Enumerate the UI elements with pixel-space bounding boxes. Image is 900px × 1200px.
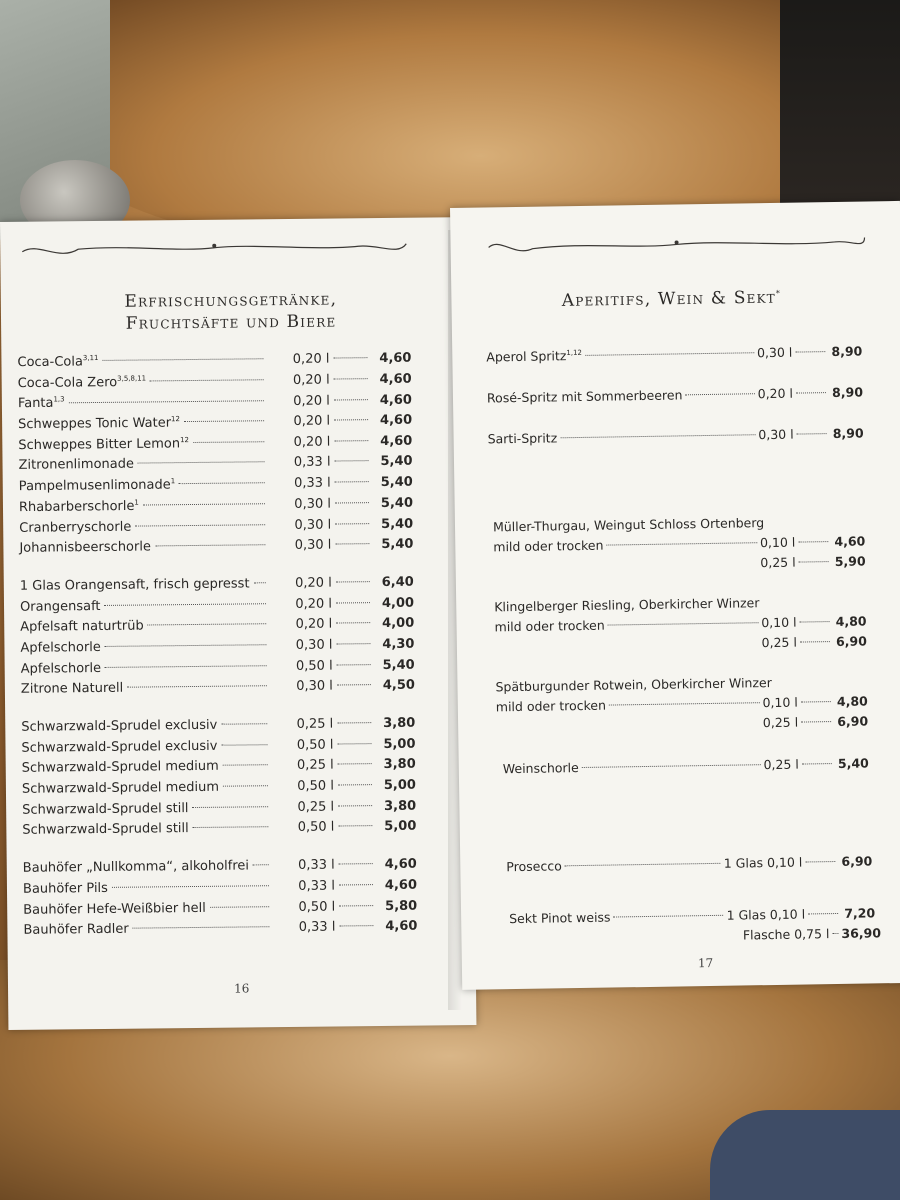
dot-leader [338, 826, 372, 827]
item-price: 6,40 [381, 574, 414, 590]
item-name: Coca-Cola [17, 354, 84, 371]
menu-item-row [23, 919, 417, 944]
wine-title: Klingelberger Riesling, Oberkircher Winzer [494, 595, 760, 615]
item-quantity: 0,30 l [294, 537, 332, 554]
item-name-wrap [20, 640, 101, 656]
item-allergen-footnote: 1 [170, 477, 176, 486]
item-name-wrap [18, 396, 65, 412]
item-name: Rosé-Spritz mit Sommerbeeren [486, 387, 683, 406]
item-name-wrap [21, 738, 217, 755]
dot-leader [148, 623, 267, 625]
dot-leader [103, 359, 264, 362]
dot-leader [138, 462, 265, 464]
item-price: 4,00 [381, 595, 415, 611]
dot-leader [338, 764, 372, 765]
item-name: Bauhöfer Radler [23, 921, 129, 938]
dot-leader [334, 440, 368, 441]
dot-leader [210, 906, 269, 908]
dot-leader [337, 684, 371, 685]
dot-leader [585, 352, 754, 356]
menu-page-right [450, 201, 900, 990]
spritz-item-row [487, 385, 864, 432]
item-price: 4,60 [379, 351, 412, 367]
dot-leader [105, 665, 267, 668]
item-quantity: 0,20 l [295, 575, 332, 591]
item-price: 4,60 [379, 413, 413, 429]
dot-leader [193, 827, 269, 829]
dot-leader [133, 926, 270, 928]
item-quantity: 0,20 l [295, 616, 333, 633]
wine-item [493, 514, 866, 580]
dot-leader [582, 764, 761, 768]
dot-leader [801, 721, 831, 722]
left-menu-list [17, 351, 417, 944]
item-price: 4,60 [385, 918, 418, 935]
item-price: 3,80 [383, 715, 416, 732]
item-quantity: 0,50 l [296, 737, 334, 753]
item-name-wrap [18, 436, 189, 453]
background-clothing [710, 1110, 900, 1200]
background-dark-area [780, 0, 900, 210]
item-price: 4,60 [380, 433, 413, 450]
item-quantity: 0,25 l [297, 799, 335, 815]
dot-leader [253, 864, 269, 865]
dot-leader [800, 621, 830, 622]
item-quantity: 0,33 l [293, 476, 331, 492]
dot-leader [254, 582, 266, 583]
item-name: Schwarzwald-Sprudel still [22, 821, 189, 839]
item-name-wrap [21, 681, 123, 697]
wine-style: mild oder trocken [495, 697, 607, 715]
item-quantity: 0,20 l [293, 413, 331, 430]
dot-leader [336, 602, 370, 603]
item-quantity: 0,20 l [293, 434, 331, 451]
item-quantity: Flasche 0,75 l [742, 926, 830, 943]
item-price: 5,40 [380, 454, 413, 470]
weinschorle-item [503, 755, 869, 781]
item-quantity: 0,30 l [294, 517, 332, 533]
item-quantity: 0,20 l [292, 351, 330, 368]
item-name-wrap [488, 430, 558, 446]
item-name: Schwarzwald-Sprudel exclusiv [21, 738, 218, 756]
page-number-left: 16 [233, 981, 250, 996]
item-price: 4,60 [384, 856, 417, 873]
dot-leader [802, 763, 832, 764]
item-quantity: 0,25 l [296, 716, 334, 732]
item-name-wrap [17, 354, 98, 370]
item-quantity: 0,50 l [298, 899, 336, 915]
item-name: Johannisbeerschorle [19, 539, 152, 557]
dot-leader [104, 603, 266, 606]
item-price: 8,90 [831, 343, 863, 360]
dot-leader [334, 420, 368, 421]
item-price: 5,40 [382, 657, 415, 673]
dot-leader [339, 884, 373, 885]
item-allergen-footnote: 3,5,8,11 [117, 374, 147, 383]
dot-leader [560, 434, 755, 438]
wine-style: mild oder trocken [494, 617, 605, 635]
item-allergen-footnote: 1,3 [53, 395, 65, 404]
item-price: 4,60 [384, 877, 418, 893]
item-quantity: 0,30 l [294, 496, 332, 513]
heading-line-1: Erfrischungsgetränke, [124, 289, 338, 312]
sekt-item [509, 905, 882, 951]
item-name: Apfelsaft naturtrüb [20, 618, 144, 636]
item-quantity: 0,10 l [759, 534, 796, 551]
wine-item [495, 674, 868, 740]
item-quantity: 0,20 l [757, 385, 794, 402]
dot-leader [135, 524, 265, 526]
item-price: 8,90 [832, 425, 864, 442]
item-quantity: 1 Glas 0,10 l [726, 906, 806, 923]
item-quantity: 0,30 l [296, 678, 333, 695]
item-name-wrap [20, 619, 144, 635]
item-quantity: 0,30 l [758, 426, 794, 443]
item-name: Sarti-Spritz [487, 430, 558, 447]
item-name: Schwarzwald-Sprudel medium [21, 779, 220, 797]
dot-leader [800, 641, 830, 642]
item-price: 3,80 [383, 798, 417, 814]
prosecco-item [506, 853, 872, 879]
dot-leader [565, 863, 721, 866]
item-quantity: 0,25 l [763, 756, 799, 773]
item-name: Bauhöfer Hefe-Weißbier hell [23, 900, 206, 918]
item-price: 6,90 [841, 853, 873, 869]
item-name-wrap [22, 801, 189, 818]
spritz-item-row [488, 426, 865, 473]
item-name: Pampelmusenlimonade [18, 477, 171, 495]
item-price: 5,40 [837, 755, 869, 771]
dot-leader [112, 885, 269, 888]
item-allergen-footnote: 12 [170, 415, 180, 424]
dot-leader [193, 441, 264, 443]
item-price: 5,40 [381, 516, 414, 532]
item-price: 36,90 [841, 925, 882, 941]
dot-leader [335, 482, 369, 483]
item-quantity: 1 Glas 0,10 l [723, 854, 803, 871]
item-allergen-footnote: 12 [179, 435, 190, 444]
wine-title: Spätburgunder Rotwein, Oberkircher Winzer [495, 675, 772, 695]
dot-leader [801, 701, 831, 702]
item-name: Aperol Spritz [486, 348, 567, 365]
dot-leader [338, 784, 372, 785]
dot-leader [179, 483, 265, 485]
item-price: 5,80 [385, 898, 418, 914]
dot-leader [155, 544, 265, 546]
item-name: Schweppes Bitter Lemon [18, 436, 181, 453]
item-name-wrap [18, 457, 134, 473]
item-name: Zitrone Naturell [20, 681, 124, 698]
item-quantity: 0,30 l [295, 637, 333, 653]
dot-leader [223, 785, 268, 786]
item-price: 8,90 [831, 384, 864, 401]
dot-leader [338, 805, 372, 806]
dot-leader [832, 933, 838, 934]
dot-leader [335, 523, 369, 524]
dot-leader [799, 561, 829, 562]
item-quantity: 0,50 l [297, 819, 335, 836]
item-price: 5,40 [380, 475, 413, 491]
item-quantity: 0,20 l [293, 393, 330, 409]
wine-list [493, 514, 869, 760]
item-quantity: 0,25 l [296, 757, 334, 774]
item-name-wrap [21, 718, 217, 735]
page-number-right: 17 [697, 955, 714, 971]
item-price: 4,30 [382, 636, 415, 652]
item-name-wrap [23, 859, 249, 876]
dot-leader [336, 643, 370, 644]
wine-item [494, 594, 867, 660]
spritz-item-row [486, 344, 863, 391]
left-page-heading [61, 288, 401, 336]
ornament-flourish-right [484, 231, 868, 257]
item-name-wrap [20, 599, 101, 615]
dot-leader [184, 421, 264, 423]
item-name: Sekt Pinot weiss [509, 909, 611, 927]
item-price: 5,40 [381, 536, 414, 553]
item-name: Rhabarberschorle [18, 498, 135, 515]
dot-leader [69, 400, 264, 403]
item-name-wrap [487, 387, 683, 405]
item-name-wrap [19, 519, 131, 535]
item-quantity: 0,25 l [761, 634, 797, 651]
item-name-wrap [19, 498, 139, 515]
heading-line-2: Fruchtsäfte und Biere [125, 311, 337, 334]
item-name: 1 Glas Orangensaft, frisch gepresst [19, 576, 250, 594]
item-quantity: 0,33 l [293, 454, 331, 471]
item-name: Coca-Cola Zero [17, 374, 118, 391]
item-price: 4,60 [379, 371, 412, 388]
item-quantity: 0,20 l [295, 596, 333, 612]
item-name-wrap [23, 922, 128, 938]
dot-leader [805, 861, 835, 862]
dot-leader [606, 542, 757, 545]
dot-leader [609, 702, 760, 705]
dot-leader [337, 743, 371, 744]
item-name: Bauhöfer Pils [22, 880, 108, 897]
item-name-wrap [23, 900, 206, 917]
dot-leader [808, 913, 838, 914]
dot-leader [335, 502, 369, 503]
item-price: 6,90 [837, 713, 869, 729]
item-price: 4,80 [836, 693, 868, 709]
item-price: 5,00 [383, 736, 416, 752]
dot-leader [335, 461, 369, 462]
item-name: Schwarzwald-Sprudel still [22, 800, 189, 818]
item-name-wrap [21, 661, 102, 677]
dot-leader [335, 543, 369, 544]
dot-leader [339, 925, 373, 926]
dot-leader [685, 393, 754, 395]
item-name-wrap [22, 780, 219, 797]
dot-leader [796, 392, 826, 393]
item-quantity: 0,50 l [295, 658, 333, 674]
dot-leader [337, 664, 371, 665]
dot-leader [333, 357, 367, 358]
item-name: Cranberryschorle [19, 519, 132, 536]
item-name-wrap [18, 374, 147, 391]
item-quantity: 0,33 l [297, 857, 335, 874]
dot-leader [798, 541, 828, 542]
dot-leader [334, 378, 368, 379]
dot-leader [143, 503, 265, 505]
dot-leader [337, 722, 371, 723]
item-name-wrap [486, 348, 582, 365]
item-name: Schwarzwald-Sprudel medium [21, 759, 219, 777]
item-quantity: 0,10 l [762, 694, 798, 711]
item-name-wrap [19, 477, 176, 494]
item-price: 4,00 [382, 615, 415, 632]
item-price: 4,60 [379, 392, 412, 408]
dot-leader [105, 644, 267, 647]
item-price: 6,90 [835, 633, 867, 649]
dot-leader [336, 622, 370, 623]
item-quantity: 0,20 l [292, 372, 330, 388]
item-name-wrap [18, 415, 180, 432]
item-name-wrap [19, 540, 151, 556]
item-name: Zitronenlimonade [18, 457, 135, 474]
dot-leader [223, 765, 268, 766]
dot-leader [608, 622, 759, 625]
item-name: Apfelschorle [20, 660, 102, 677]
item-name: Weinschorle [502, 760, 579, 777]
item-name: Schwarzwald-Sprudel exclusiv [21, 717, 218, 735]
item-quantity: 0,50 l [297, 778, 335, 794]
item-name: Fanta [17, 396, 54, 412]
item-name-wrap [22, 759, 219, 776]
item-price: 5,00 [383, 777, 416, 794]
spritz-list [486, 344, 864, 473]
item-name: Bauhöfer „Nullkomma“, alkoholfrei [22, 858, 250, 876]
item-quantity: 0,33 l [298, 878, 336, 894]
item-quantity: 0,25 l [760, 554, 796, 571]
item-name-wrap [22, 821, 189, 838]
wine-style: mild oder trocken [493, 537, 604, 555]
ornament-flourish-left [18, 236, 410, 260]
item-name: Apfelschorle [20, 639, 101, 656]
item-allergen-footnote: 1,12 [566, 348, 583, 358]
item-name: Schweppes Tonic Water [18, 415, 172, 433]
heading-footnote-mark: * [775, 288, 782, 298]
dot-leader [192, 806, 268, 808]
dot-leader [795, 351, 825, 352]
item-quantity: 0,30 l [756, 344, 793, 361]
heading-text: Aperitifs, Wein & Sekt [561, 287, 777, 311]
right-page-heading [491, 282, 851, 313]
dot-leader [339, 905, 373, 906]
item-quantity: 0,25 l [762, 714, 799, 731]
item-name-wrap [23, 881, 108, 897]
item-quantity: 0,10 l [761, 614, 797, 631]
dot-leader [613, 915, 723, 918]
item-name: Prosecco [506, 858, 562, 875]
item-price: 5,40 [380, 495, 414, 512]
item-price: 4,60 [834, 533, 866, 550]
dot-leader [221, 744, 267, 745]
item-price: 5,00 [384, 819, 417, 835]
item-price: 7,20 [844, 905, 876, 921]
item-allergen-footnote: 1 [134, 498, 139, 507]
dot-leader [339, 863, 373, 864]
menu-page-left [0, 217, 476, 1030]
item-allergen-footnote: 3,11 [82, 353, 99, 363]
item-price: 3,80 [383, 757, 416, 773]
item-name: Orangensaft [19, 598, 101, 615]
wine-title: Müller-Thurgau, Weingut Schloss Ortenberg [492, 515, 765, 535]
dot-leader [336, 581, 370, 582]
item-price: 5,90 [834, 553, 866, 569]
dot-leader [221, 723, 267, 724]
dot-leader [127, 686, 267, 688]
item-price: 4,80 [835, 613, 867, 629]
item-quantity: 0,33 l [298, 919, 336, 936]
item-name-wrap [20, 576, 250, 593]
item-price: 4,50 [382, 677, 415, 694]
dot-leader [334, 399, 368, 400]
dot-leader [150, 379, 264, 381]
dot-leader [797, 433, 827, 434]
